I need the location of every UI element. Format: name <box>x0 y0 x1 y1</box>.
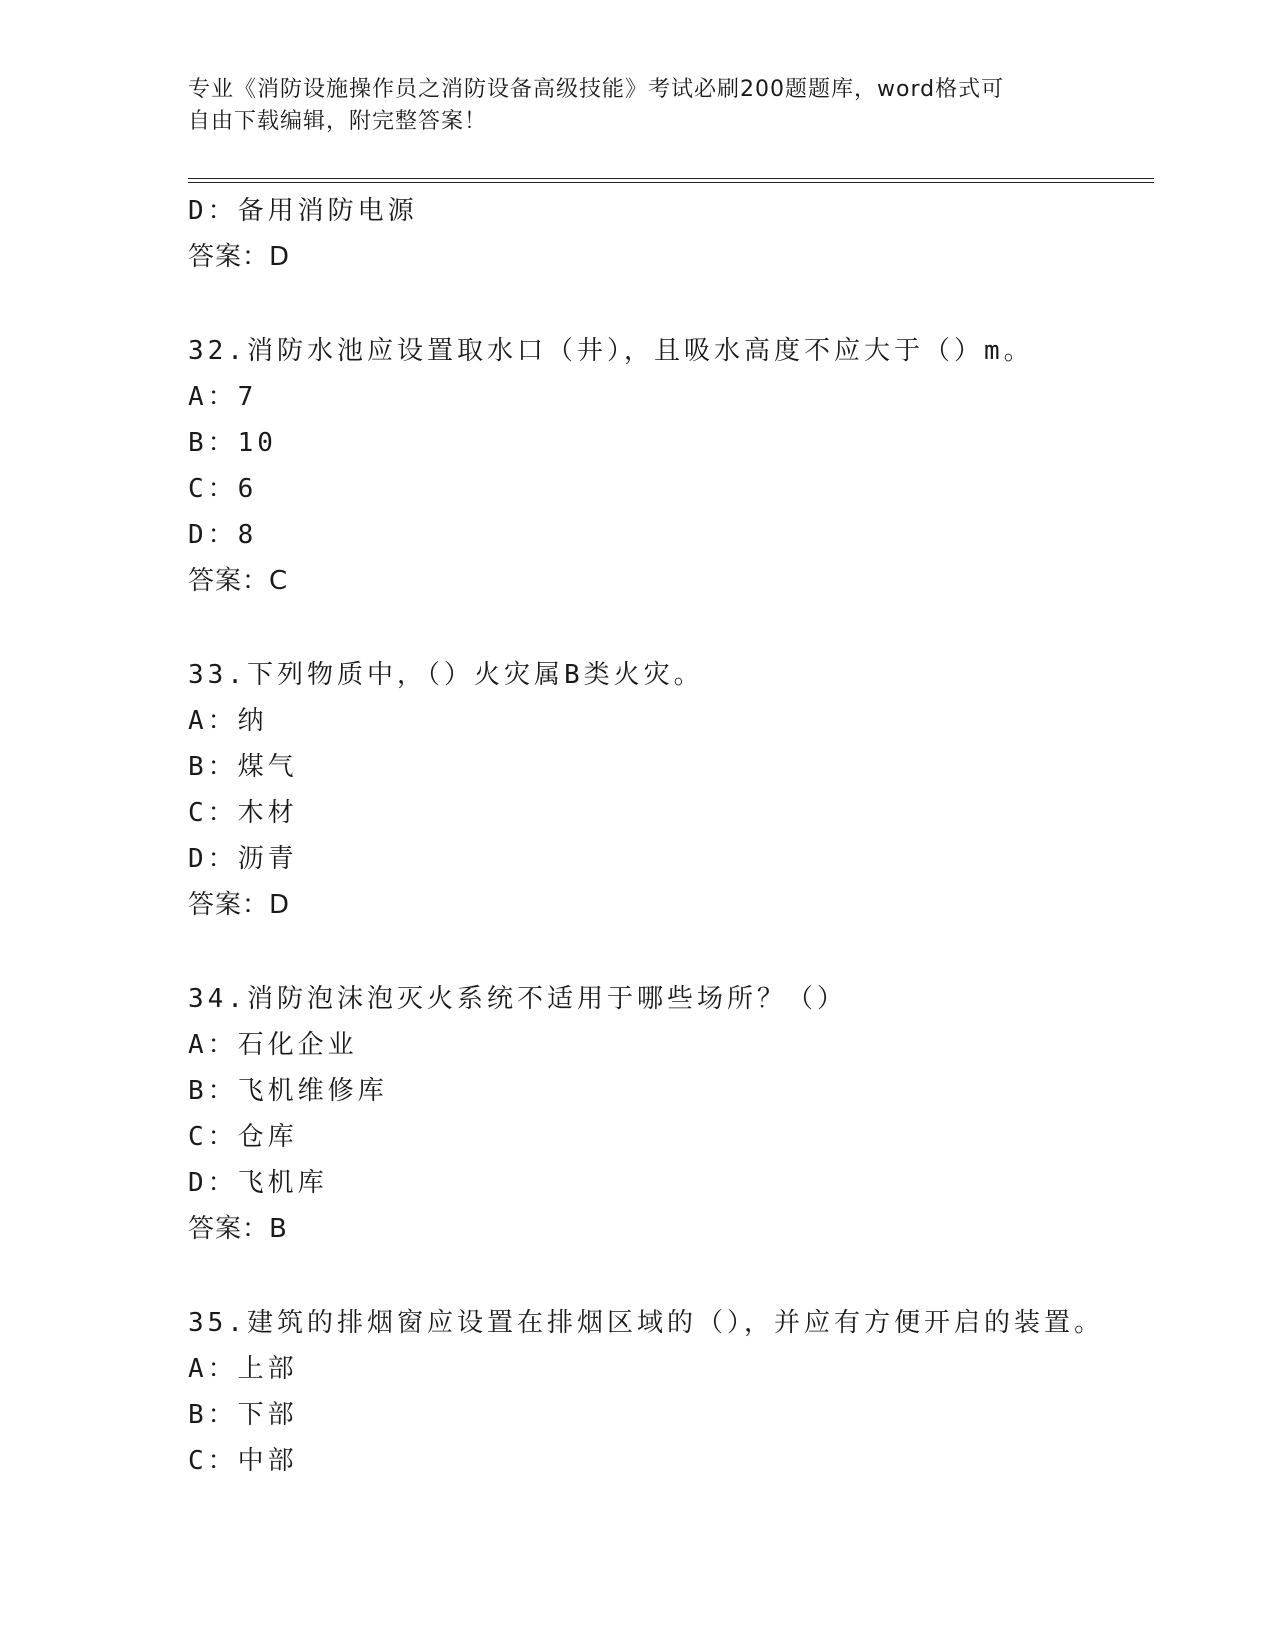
option-d: D：飞机库 <box>188 1168 328 1198</box>
spacer <box>188 280 1148 328</box>
answer-line: 答案：B <box>188 1214 288 1244</box>
spacer <box>188 604 1148 652</box>
question-block-31-tail <box>188 188 1148 280</box>
option-b: B：10 <box>188 428 277 458</box>
option-a: A：纳 <box>188 706 268 736</box>
question-block-32 <box>188 328 1148 604</box>
header-divider-top <box>188 178 1154 179</box>
option-c: C：6 <box>188 474 258 504</box>
question-stem: 33.下列物质中，（）火灾属B类火灾。 <box>188 660 704 690</box>
answer-line: 答案：D <box>188 242 291 272</box>
option-b: B：飞机维修库 <box>188 1076 388 1106</box>
option-d: D：备用消防电源 <box>188 196 418 226</box>
question-stem: 34.消防泡沫泡灭火系统不适用于哪些场所？（） <box>188 984 847 1014</box>
answer-line: 答案：D <box>188 890 291 920</box>
option-d: D：8 <box>188 520 258 550</box>
question-list <box>188 188 1148 1484</box>
question-stem: 35.建筑的排烟窗应设置在排烟区域的（），并应有方便开启的装置。 <box>188 1308 1104 1338</box>
answer-line: 答案：C <box>188 566 289 596</box>
header-line-1: 专业《消防设施操作员之消防设备高级技能》考试必刷200题题库，word格式可 <box>188 77 1005 102</box>
spacer <box>188 928 1148 976</box>
option-a: A：石化企业 <box>188 1030 358 1060</box>
option-b: B：煤气 <box>188 752 298 782</box>
option-a: A：7 <box>188 382 258 412</box>
question-block-35 <box>188 1300 1148 1484</box>
option-a: A：上部 <box>188 1354 298 1384</box>
header-divider-bottom <box>188 182 1154 183</box>
question-stem: 32.消防水池应设置取水口（井），且吸水高度不应大于（）m。 <box>188 336 1034 366</box>
option-c: C：中部 <box>188 1446 298 1476</box>
option-b: B：下部 <box>188 1400 298 1430</box>
option-d: D：沥青 <box>188 844 298 874</box>
spacer <box>188 1252 1148 1300</box>
document-header <box>188 74 1088 138</box>
question-block-33 <box>188 652 1148 928</box>
option-c: C：木材 <box>188 798 298 828</box>
question-block-34 <box>188 976 1148 1252</box>
option-c: C：仓库 <box>188 1122 298 1152</box>
header-line-2: 自由下载编辑，附完整答案！ <box>188 109 488 134</box>
